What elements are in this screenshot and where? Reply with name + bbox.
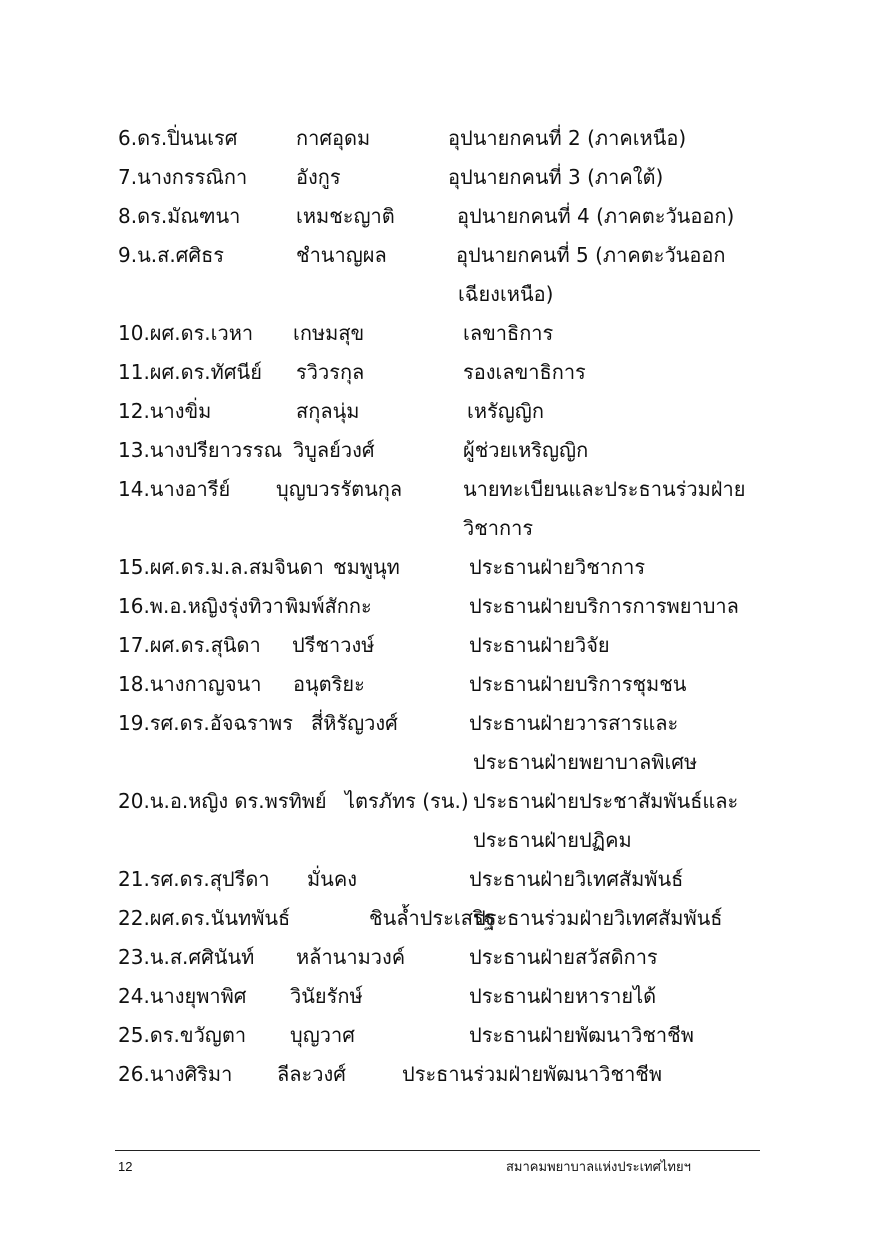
- committee-row: [0, 510, 875, 546]
- member-role: ประธานฝ่ายประชาสัมพันธ์และ: [473, 789, 739, 813]
- member-role: ประธานฝ่ายวิชาการ: [469, 555, 646, 579]
- member-role: อุปนายกคนที่ 2 (ภาคเหนือ): [448, 126, 687, 150]
- committee-row: [0, 198, 875, 234]
- member-surname: สกุลนุ่ม: [296, 399, 360, 423]
- member-surname: วิบูลย์วงศ์: [293, 438, 375, 462]
- member-role: ประธานร่วมฝ่ายวิเทศสัมพันธ์: [473, 906, 723, 930]
- committee-row: [0, 588, 875, 624]
- committee-row: [0, 1017, 875, 1053]
- committee-row: [0, 315, 875, 351]
- member-role: ประธานฝ่ายพัฒนาวิชาชีพ: [469, 1023, 694, 1047]
- committee-row: [0, 432, 875, 468]
- member-name: 19.รศ.ดร.อัจฉราพร: [118, 711, 293, 735]
- member-role: ประธานฝ่ายวิจัย: [469, 633, 610, 657]
- member-name: 24.นางยุพาพิศ: [118, 984, 247, 1008]
- committee-row: [0, 822, 875, 858]
- member-name: 20.น.อ.หญิง ดร.พรทิพย์: [118, 789, 327, 813]
- committee-row: [0, 120, 875, 156]
- member-name: 26.นางศิริมา: [118, 1062, 233, 1086]
- committee-row: [0, 1056, 875, 1092]
- committee-row: [0, 471, 875, 507]
- member-surname: พิมพ์สักกะ: [285, 594, 372, 618]
- member-role: รองเลขาธิการ: [463, 360, 586, 384]
- committee-row: [0, 705, 875, 741]
- member-surname: ลีละวงศ์: [277, 1062, 346, 1086]
- member-name: 22.ผศ.ดร.นันทพันธ์: [118, 906, 291, 930]
- committee-row: [0, 861, 875, 897]
- member-name: 23.น.ส.ศศินันท์: [118, 945, 255, 969]
- member-role: อุปนายกคนที่ 5 (ภาคตะวันออก: [456, 243, 726, 267]
- member-surname: สี่หิรัญวงศ์: [311, 711, 398, 735]
- member-role: ประธานฝ่ายบริการการพยาบาล: [469, 594, 739, 618]
- member-name: 15.ผศ.ดร.ม.ล.สมจินดา: [118, 555, 324, 579]
- member-name: 9.น.ส.ศศิธร: [118, 243, 225, 267]
- member-role: วิชาการ: [463, 516, 534, 540]
- member-surname: ชำนาญผล: [296, 243, 387, 267]
- member-surname: วินัยรักษ์: [290, 984, 363, 1008]
- member-surname: บุญวาศ: [290, 1023, 355, 1047]
- member-role: ประธานฝ่ายบริการชุมชน: [469, 672, 687, 696]
- member-role: นายทะเบียนและประธานร่วมฝ่าย: [463, 477, 746, 501]
- committee-row: [0, 354, 875, 390]
- member-name: 13.นางปรียาวรรณ: [118, 438, 283, 462]
- member-role: อุปนายกคนที่ 4 (ภาคตะวันออก): [457, 204, 735, 228]
- member-role: เลขาธิการ: [463, 321, 554, 345]
- member-name: 7.นางกรรณิกา: [118, 165, 248, 189]
- member-name: 14.นางอารีย์: [118, 477, 231, 501]
- member-surname: รวิวรกุล: [296, 360, 365, 384]
- member-surname: เกษมสุข: [293, 321, 365, 345]
- committee-row: [0, 666, 875, 702]
- member-name: 6.ดร.ปิ่นนเรศ: [118, 126, 238, 150]
- member-role: ผู้ช่วยเหริญญิก: [463, 438, 589, 462]
- committee-row: [0, 237, 875, 273]
- page-number: 12: [118, 1159, 133, 1174]
- member-name: 11.ผศ.ดร.ทัศนีย์: [118, 360, 262, 384]
- member-name: 18.นางกาญจนา: [118, 672, 262, 696]
- committee-row: [0, 393, 875, 429]
- member-surname: เหมชะญาติ: [296, 204, 395, 228]
- member-surname: ปรีชาวงษ์: [292, 633, 375, 657]
- committee-row: [0, 783, 875, 819]
- member-role: อุปนายกคนที่ 3 (ภาคใต้): [448, 165, 664, 189]
- member-surname: ชินล้ำประเสริฐ: [369, 906, 495, 930]
- member-role: ประธานฝ่ายสวัสดิการ: [469, 945, 658, 969]
- committee-row: [0, 627, 875, 663]
- committee-row: [0, 549, 875, 585]
- member-name: 8.ดร.มัณฑนา: [118, 204, 241, 228]
- member-name: 12.นางขิ่ม: [118, 399, 212, 423]
- member-surname: อังกูร: [296, 165, 341, 189]
- member-name: 25.ดร.ขวัญตา: [118, 1023, 247, 1047]
- footer-organization: สมาคมพยาบาลแห่งประเทศไทยฯ: [506, 1159, 691, 1174]
- member-role: ประธานฝ่ายพยาบาลพิเศษ: [473, 750, 698, 774]
- member-role: เฉียงเหนือ): [458, 282, 554, 306]
- member-surname: บุญบวรรัตนกุล: [276, 477, 403, 501]
- member-surname: หล้านามวงค์: [296, 945, 406, 969]
- member-surname: ชมพูนุท: [333, 555, 400, 579]
- member-surname: มั่นคง: [307, 867, 357, 891]
- committee-row: [0, 159, 875, 195]
- member-role: ประธานร่วมฝ่ายพัฒนาวิชาชีพ: [402, 1062, 663, 1086]
- member-surname: อนุตริยะ: [293, 672, 365, 696]
- committee-row: [0, 978, 875, 1014]
- committee-row: [0, 900, 875, 936]
- member-role: เหรัญญิก: [467, 399, 544, 423]
- member-name: 10.ผศ.ดร.เวหา: [118, 321, 254, 345]
- committee-row: [0, 939, 875, 975]
- member-role: ประธานฝ่ายหารายได้: [469, 984, 657, 1008]
- member-name: 16.พ.อ.หญิงรุ่งทิวา: [118, 594, 284, 618]
- member-name: 21.รศ.ดร.สุปรีดา: [118, 867, 270, 891]
- member-role: ประธานฝ่ายปฏิคม: [473, 828, 632, 852]
- committee-row: [0, 744, 875, 780]
- member-name: 17.ผศ.ดร.สุนิดา: [118, 633, 261, 657]
- member-surname: ไตรภัทร (รน.): [345, 789, 469, 813]
- footer-divider: [115, 1150, 760, 1151]
- committee-row: [0, 276, 875, 312]
- member-surname: กาศอุดม: [296, 126, 371, 150]
- member-role: ประธานฝ่ายวิเทศสัมพันธ์: [469, 867, 684, 891]
- member-role: ประธานฝ่ายวารสารและ: [469, 711, 679, 735]
